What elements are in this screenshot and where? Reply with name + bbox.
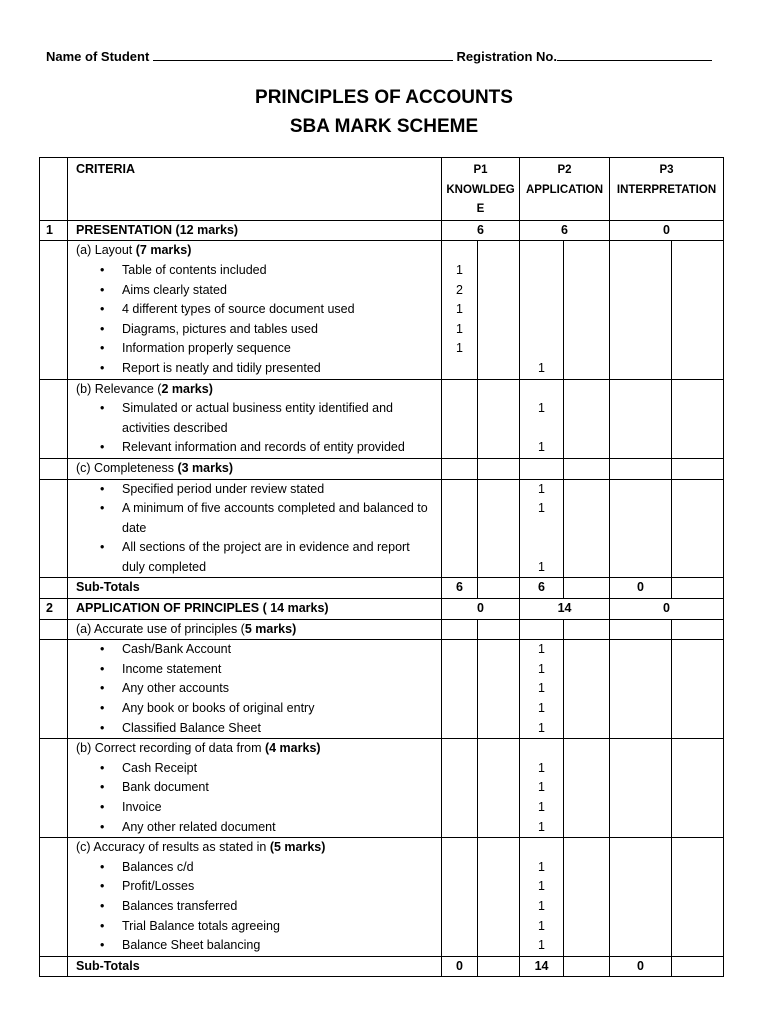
subsection-title: (c) Accuracy of results as stated in (5 marks) (76, 840, 326, 855)
list-item: • All sections of the project are in evidence and report duly completed (100, 538, 435, 577)
section-2b-row (40, 739, 724, 838)
section-1c-row (40, 479, 724, 578)
section-1-sub-p1: 6 (442, 578, 478, 599)
section-1b-criteria (68, 379, 442, 458)
section-1a-p2-marks: 1 (520, 241, 564, 379)
section-1-sub-p2: 6 (520, 578, 564, 599)
header-p1 (442, 158, 520, 221)
list-item: • Table of contents included (100, 261, 435, 281)
section-2a-p2-marks: 1 1 1 1 1 (520, 640, 564, 739)
list-item: • Balances transferred (100, 897, 435, 917)
section-2c-row (40, 838, 724, 957)
section-2b-p2-marks: 1 1 1 1 (520, 739, 564, 838)
header-p3-code: P3 (659, 164, 674, 176)
section-2-sub-p3: 0 (610, 956, 672, 977)
header-p1-name: KNOWLDEG E (446, 183, 515, 216)
section-1c-p2-marks: 1 1 1 (520, 479, 564, 578)
section-2-p2-total: 14 (520, 599, 610, 620)
section-1b-row (40, 379, 724, 458)
student-name-blank[interactable] (153, 48, 453, 61)
list-item: • Information properly sequence (100, 339, 435, 359)
page-title: PRINCIPLES OF ACCOUNTS (255, 87, 513, 108)
criteria-list (76, 759, 435, 837)
list-item: • Relevant information and records of entity provided (100, 438, 435, 458)
header-p2-code: P2 (557, 164, 572, 176)
section-1-number: 1 (40, 220, 68, 241)
subsection-title: (a) Layout (7 marks) (76, 243, 192, 258)
header-p2-name: APPLICATION (525, 183, 604, 196)
section-1a-criteria (68, 241, 442, 379)
list-item: • Simulated or actual business entity identified and activities described (100, 399, 435, 438)
list-item: • Trial Balance totals agreeing (100, 917, 435, 937)
registration-blank[interactable] (557, 48, 712, 61)
section-1c-criteria (68, 479, 442, 578)
criteria-list (76, 261, 435, 379)
subsection-title: (b) Correct recording of data from (4 marks) (76, 741, 321, 756)
criteria-list (76, 858, 435, 956)
list-item: • Bank document (100, 778, 435, 798)
section-2b-criteria (68, 739, 442, 838)
section-2c-p2-marks: 1 1 1 1 1 (520, 838, 564, 957)
list-item: • A minimum of five accounts completed and balanced to date (100, 499, 435, 538)
section-1-p1-total: 6 (442, 220, 520, 241)
list-item: • Cash Receipt (100, 759, 435, 779)
section-1a-p1-marks: 1 2 1 1 1 (442, 241, 478, 379)
list-item: • Balances c/d (100, 858, 435, 878)
section-2-sub-p2: 14 (520, 956, 564, 977)
section-2-p3-total: 0 (610, 599, 724, 620)
list-item: • Classified Balance Sheet (100, 719, 435, 739)
list-item: • Income statement (100, 660, 435, 680)
list-item: • Any other related document (100, 818, 435, 838)
section-1-p2-total: 6 (520, 220, 610, 241)
header-p2 (520, 158, 610, 221)
section-2-sub-p1: 0 (442, 956, 478, 977)
student-details-line (46, 48, 726, 64)
header-criteria: CRITERIA (68, 158, 442, 221)
subsection-title: (c) Completeness (3 marks) (68, 458, 442, 479)
subtotal-label: Sub-Totals (68, 956, 442, 977)
list-item: • Cash/Bank Account (100, 640, 435, 660)
section-2-p1-total: 0 (442, 599, 520, 620)
section-1b-p2-marks: 1 1 (520, 379, 564, 458)
section-2a-row (40, 640, 724, 739)
header-p3 (610, 158, 724, 221)
header-p3-name: INTERPRETATION (616, 183, 717, 196)
section-1c-title-row (40, 458, 724, 479)
section-1a-row (40, 241, 724, 379)
section-1-row (40, 220, 724, 241)
list-item: • Specified period under review stated (100, 480, 435, 500)
section-2a-title-row (40, 619, 724, 640)
list-item: • Report is neatly and tidily presented (100, 359, 435, 379)
section-1-sub-p3: 0 (610, 578, 672, 599)
criteria-list (76, 399, 435, 458)
subtotal-label: Sub-Totals (68, 578, 442, 599)
list-item: • Profit/Losses (100, 877, 435, 897)
registration-label: Registration No. (456, 49, 557, 64)
criteria-list (76, 480, 435, 578)
page-subtitle: SBA MARK SCHEME (289, 116, 479, 137)
section-1-subtotal-row (40, 578, 724, 599)
header-p1-code: P1 (473, 164, 488, 176)
section-2-number: 2 (40, 599, 68, 620)
section-2-title: APPLICATION OF PRINCIPLES ( 14 marks) (68, 599, 442, 620)
section-2a-criteria (68, 640, 442, 739)
subsection-title: (a) Accurate use of principles (5 marks) (68, 619, 442, 640)
section-2c-criteria (68, 838, 442, 957)
section-2-row (40, 599, 724, 620)
section-1-p3-total: 0 (610, 220, 724, 241)
student-name-label: Name of Student (46, 49, 150, 64)
list-item: • Invoice (100, 798, 435, 818)
list-item: • Aims clearly stated (100, 281, 435, 301)
list-item: • 4 different types of source document used (100, 300, 435, 320)
header-number-cell (40, 158, 68, 221)
table-header-row (40, 158, 724, 221)
criteria-list (76, 640, 435, 738)
list-item: • Balance Sheet balancing (100, 936, 435, 956)
list-item: • Diagrams, pictures and tables used (100, 320, 435, 340)
list-item: • Any other accounts (100, 679, 435, 699)
section-1-title: PRESENTATION (12 marks) (68, 220, 442, 241)
mark-scheme-table (39, 157, 724, 977)
subsection-title: (b) Relevance (2 marks) (76, 381, 213, 396)
section-2-subtotal-row (40, 956, 724, 977)
list-item: • Any book or books of original entry (100, 699, 435, 719)
